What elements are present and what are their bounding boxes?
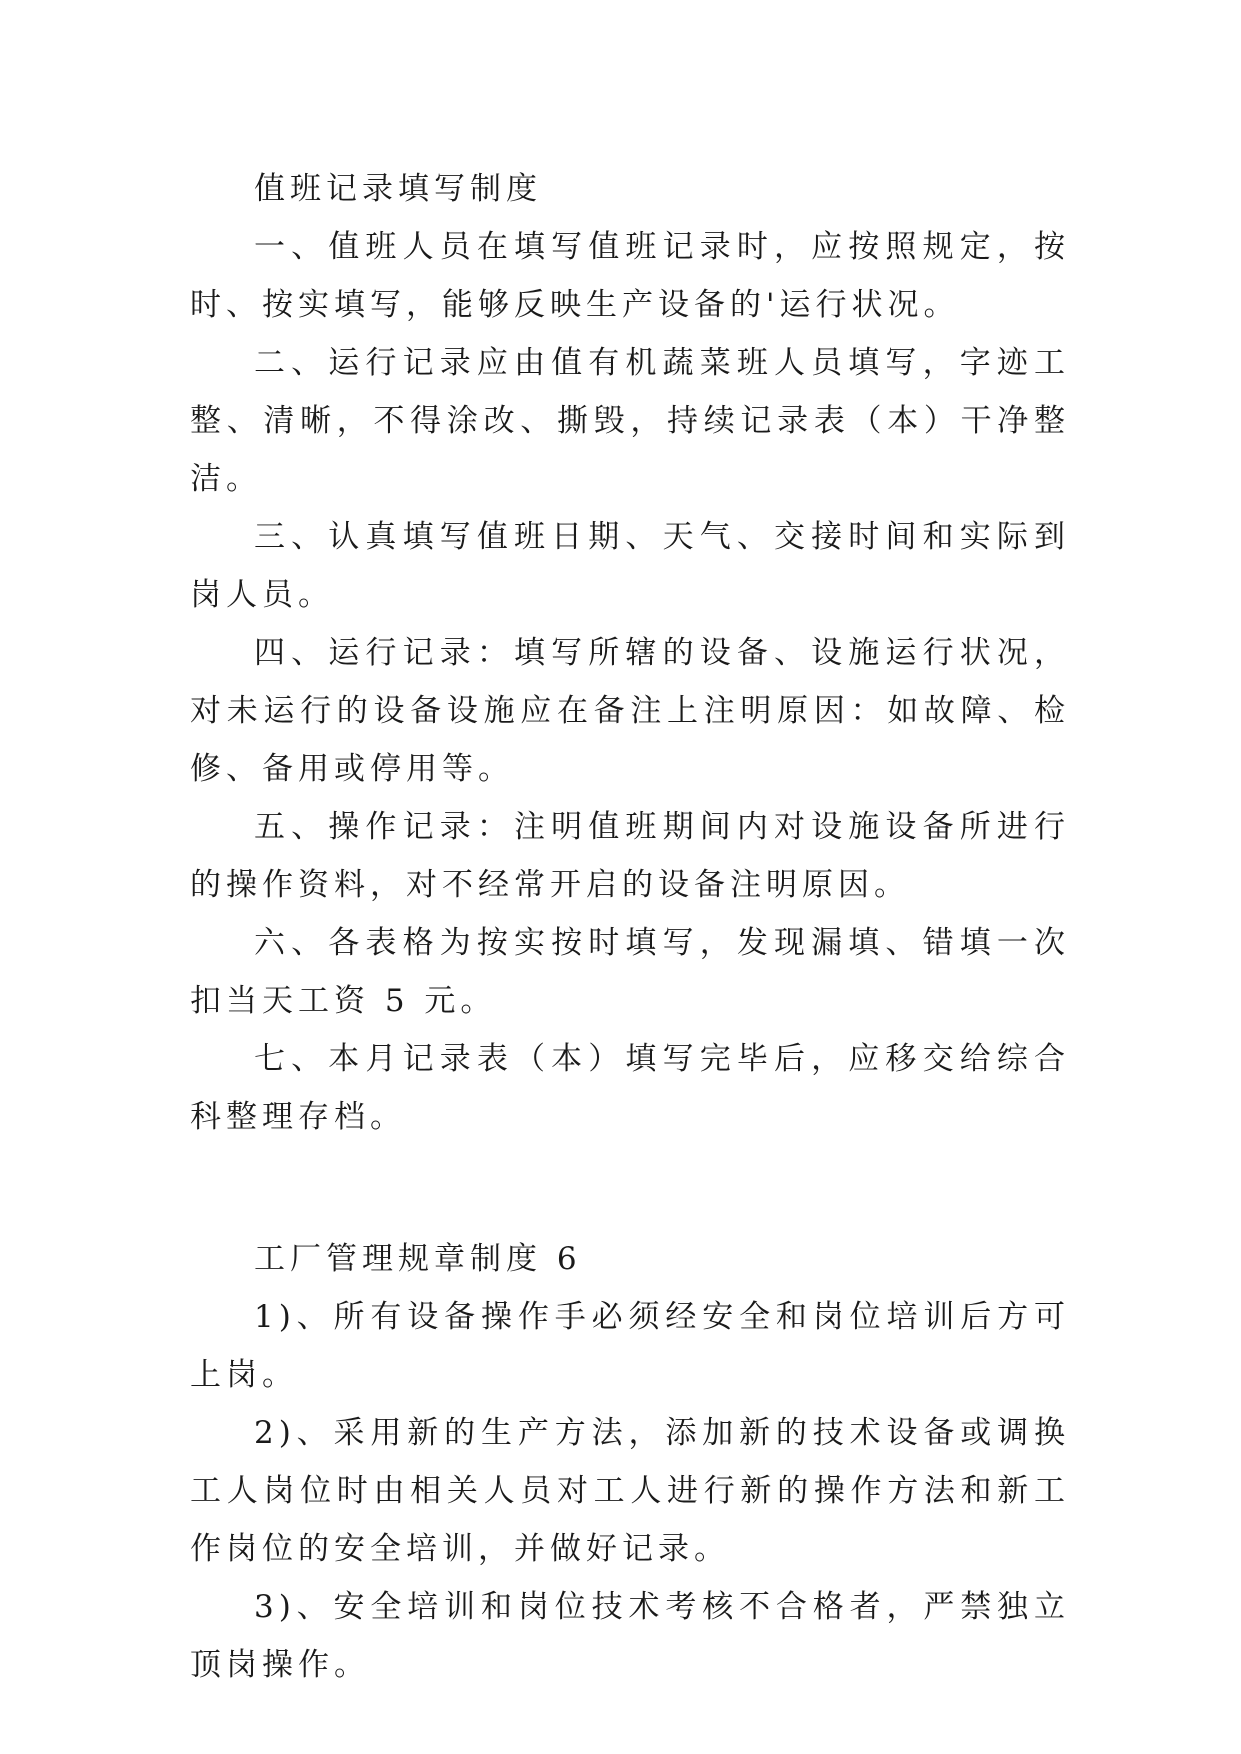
paragraph: 三、认真填写值班日期、天气、交接时间和实际到岗人员。 <box>190 519 1070 613</box>
section-spacer <box>190 1146 1070 1230</box>
section-title: 工厂管理规章制度 6 <box>254 1241 582 1277</box>
paragraph: 七、本月记录表（本）填写完毕后，应移交给综合科整理存档。 <box>190 1041 1070 1135</box>
paragraph: 2)、采用新的生产方法，添加新的技术设备或调换工人岗位时由相关人员对工人进行新的操作方法和新工作岗位的安全培训，并做好记录。 <box>190 1415 1070 1567</box>
document-body <box>190 160 1070 1694</box>
paragraph: 四、运行记录：填写所辖的设备、设施运行状况，对未运行的设备设施应在备注上注明原因：如故障、检修、备用或停用等。 <box>190 635 1070 787</box>
paragraph: 二、运行记录应由值有机蔬菜班人员填写，字迹工整、清晰，不得涂改、撕毁，持续记录表（本）干净整洁。 <box>190 345 1070 497</box>
section-duty-record <box>190 160 1070 1146</box>
paragraph: 3)、安全培训和岗位技术考核不合格者，严禁独立顶岗操作。 <box>190 1589 1070 1683</box>
paragraph: 一、值班人员在填写值班记录时，应按照规定，按时、按实填写，能够反映生产设备的'运行状况。 <box>190 229 1070 323</box>
paragraph: 1)、所有设备操作手必须经安全和岗位培训后方可上岗。 <box>190 1299 1070 1393</box>
paragraph: 五、操作记录：注明值班期间内对设施设备所进行的操作资料，对不经常开启的设备注明原因。 <box>190 809 1070 903</box>
section-title: 值班记录填写制度 <box>254 171 542 207</box>
section-factory-rules <box>190 1230 1070 1694</box>
paragraph: 六、各表格为按实按时填写，发现漏填、错填一次扣当天工资 5 元。 <box>190 925 1070 1019</box>
